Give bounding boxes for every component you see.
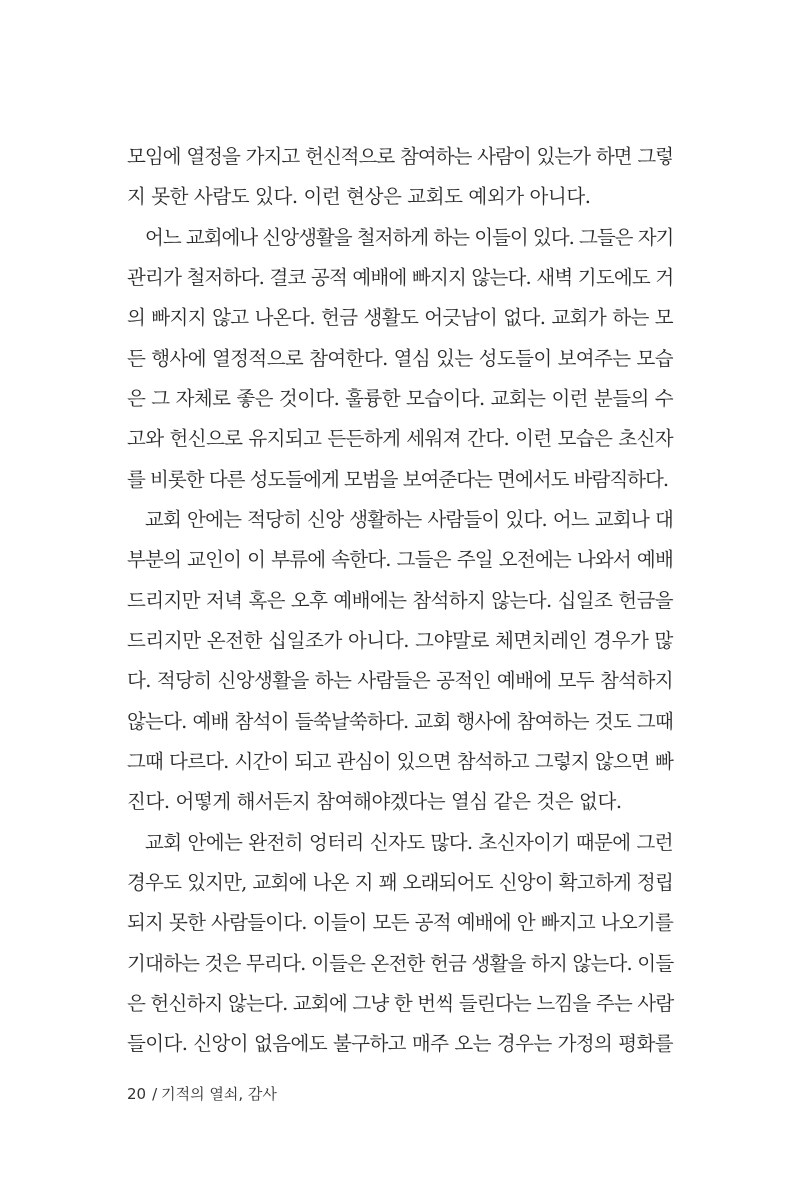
text-line: 교회 안에는 적당히 신앙 생활하는 사람들이 있다. 어느 교회나 대: [145, 508, 673, 531]
text-line: 은 헌신하지 않는다. 교회에 그냥 한 번씩 들린다는 느낌을 주는 사람: [127, 992, 674, 1015]
text-line: 교회 안에는 완전히 엉터리 신자도 많다. 초신자이기 때문에 그런: [145, 831, 673, 854]
text-line: 은 그 자체로 좋은 것이다. 훌륭한 모습이다. 교회는 이런 분들의 수: [127, 387, 673, 410]
page-footer: [127, 1084, 277, 1104]
text-line: 고와 헌신으로 유지되고 든든하게 세워져 간다. 이런 모습은 초신자: [127, 427, 673, 450]
footer-separator: /: [152, 1085, 158, 1103]
text-line: 어느 교회에나 신앙생활을 철저하게 하는 이들이 있다. 그들은 자기: [145, 226, 674, 249]
text-line: 다. 적당히 신앙생활을 하는 사람들은 공적인 예배에 모두 참석하지: [127, 669, 673, 692]
text-line: 되지 못한 사람들이다. 이들이 모든 공적 예배에 안 빠지고 나오기를: [127, 911, 673, 934]
text-line: 않는다. 예배 참석이 들쑥날쑥하다. 교회 행사에 참여하는 것도 그때: [127, 710, 673, 733]
text-line: 그때 다르다. 시간이 되고 관심이 있으면 참석하고 그렇지 않으면 빠: [127, 750, 673, 773]
text-line: 드리지만 저녁 혹은 오후 예배에는 참석하지 않는다. 십일조 헌금을: [127, 589, 673, 612]
book-title: 기적의 열쇠, 감사: [161, 1085, 277, 1103]
text-line: 경우도 있지만, 교회에 나온 지 꽤 오래되어도 신앙이 확고하게 정립: [127, 871, 673, 894]
text-line: 의 빠지지 않고 나온다. 헌금 생활도 어긋남이 없다. 교회가 하는 모: [127, 306, 673, 329]
text-line: 지 못한 사람도 있다. 이런 현상은 교회도 예외가 아니다.: [127, 185, 591, 208]
text-line: 모임에 열정을 가지고 헌신적으로 참여하는 사람이 있는가 하면 그렇: [127, 145, 673, 168]
page-number: 20: [127, 1085, 147, 1103]
text-line: 관리가 철저하다. 결코 공적 예배에 빠지지 않는다. 새벽 기도에도 거: [127, 266, 674, 289]
text-line: 들이다. 신앙이 없음에도 불구하고 매주 오는 경우는 가정의 평화를: [127, 1032, 673, 1055]
text-line: 를 비롯한 다른 성도들에게 모범을 보여준다는 면에서도 바람직하다.: [127, 468, 669, 491]
text-line: 기대하는 것은 무리다. 이들은 온전한 헌금 생활을 하지 않는다. 이들: [127, 952, 674, 975]
text-line: 든 행사에 열정적으로 참여한다. 열심 있는 성도들이 보여주는 모습: [127, 347, 673, 370]
text-line: 드리지만 온전한 십일조가 아니다. 그야말로 체면치레인 경우가 많: [127, 629, 673, 652]
text-line: 부분의 교인이 이 부류에 속한다. 그들은 주일 오전에는 나와서 예배: [127, 548, 673, 571]
text-line: 진다. 어떻게 해서든지 참여해야겠다는 열심 같은 것은 없다.: [127, 790, 622, 813]
